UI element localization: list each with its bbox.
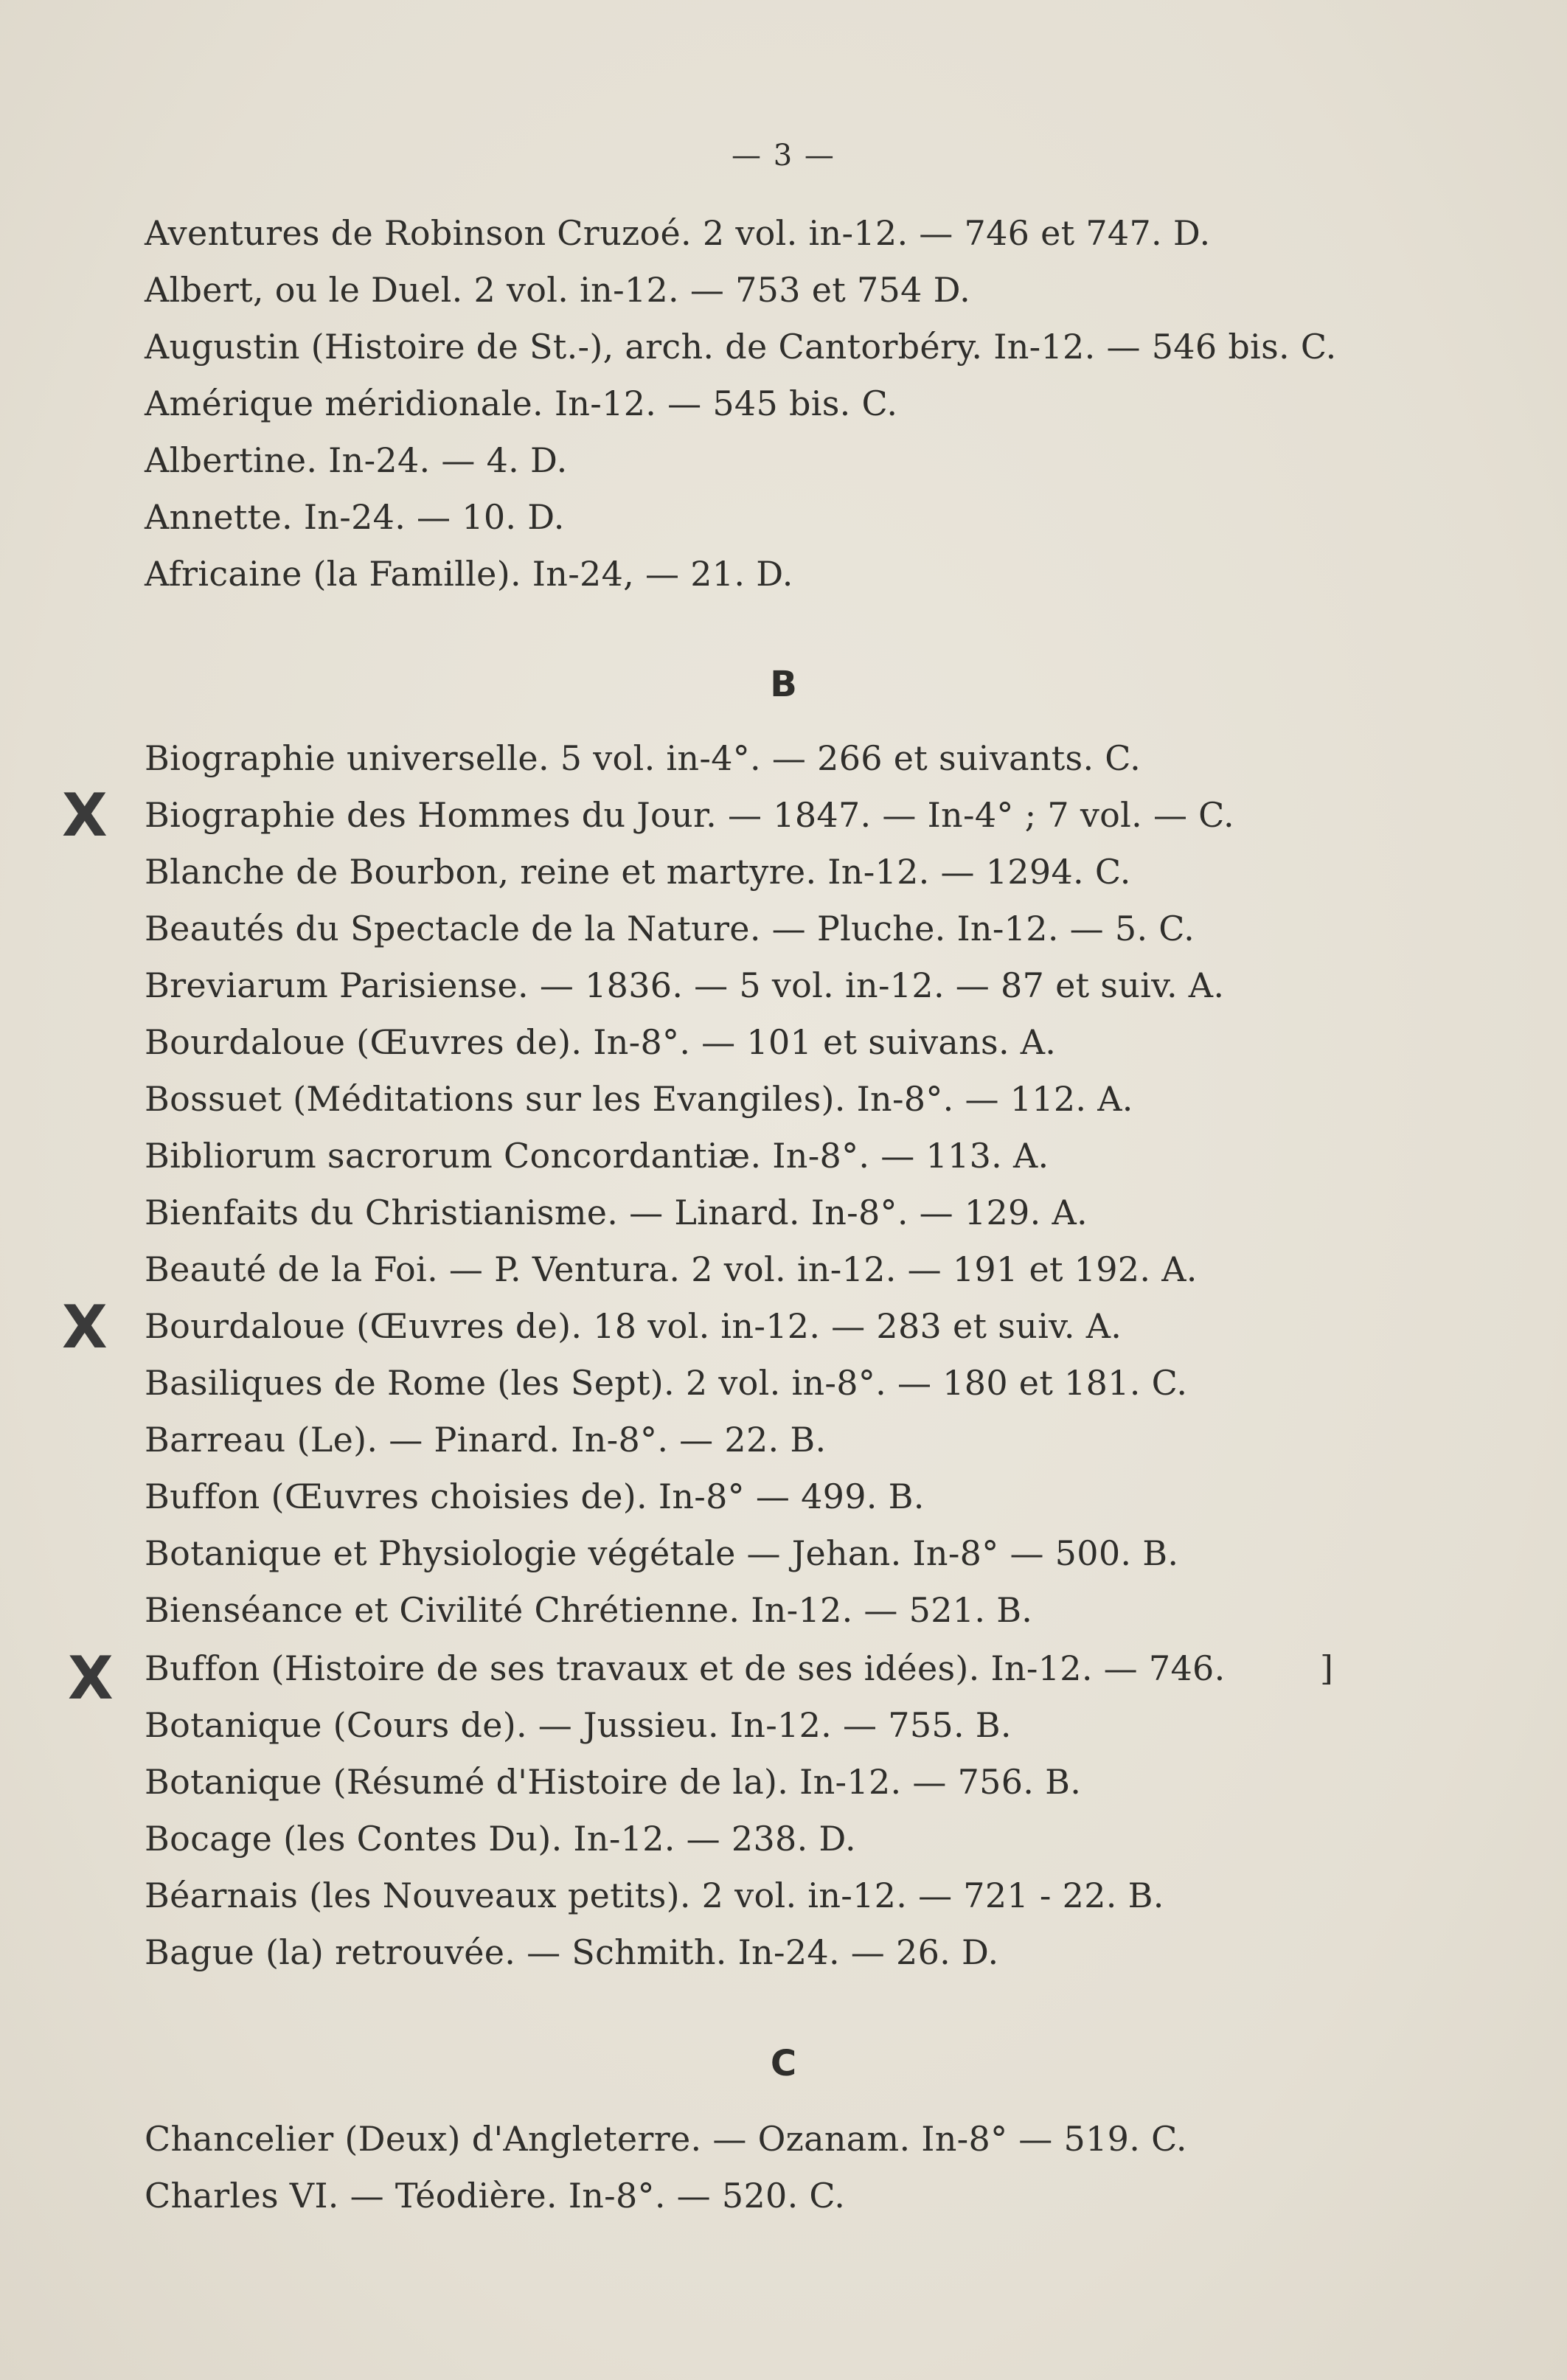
entry-robinson: Aventures de Robinson Cruzoé. 2 vol. in-12. — 746 et 747. D. [145,213,1211,253]
entry-augustin: Augustin (Histoire de St.-), arch. de Cantorbéry. In-12. — 546 bis. C. [145,327,1337,367]
entry-beaute-foi: Beauté de la Foi. — P. Ventura. 2 vol. in-12. — 191 et 192. A. [145,1249,1198,1289]
entry-bourdaloue-8: Bourdaloue (Œuvres de). In-8°. — 101 et suivans. A. [145,1022,1057,1062]
entry-bocage: Bocage (les Contes Du). In-12. — 238. D. [145,1819,856,1859]
entry-botanique-cours: Botanique (Cours de). — Jussieu. In-12. — 755. B. [145,1705,1012,1745]
entry-botanique-physiologie: Botanique et Physiologie végétale — Jehan. In-8° — 500. B. [145,1533,1179,1573]
entry-bienfaits: Bienfaits du Christianisme. — Linard. In-8°. — 129. A. [145,1193,1088,1232]
entry-bague: Bague (la) retrouvée. — Schmith. In-24. — 26. D. [145,1932,999,1972]
edge-fragment: ] [1320,1648,1333,1688]
entry-albertine: Albertine. In-24. — 4. D. [145,440,568,480]
entry-biographie-universelle: Biographie universelle. 5 vol. in-4°. — 266 et suivants. C. [145,738,1142,778]
entry-buffon-oeuvres: Buffon (Œuvres choisies de). In-8° — 499. B. [145,1477,925,1516]
entry-botanique-resume: Botanique (Résumé d'Histoire de la). In-12. — 756. B. [145,1762,1082,1802]
entry-africaine: Africaine (la Famille). In-24, — 21. D. [145,554,793,594]
entry-basiliques: Basiliques de Rome (les Sept). 2 vol. in-8°. — 180 et 181. C. [145,1363,1188,1403]
entry-bourdaloue-12: Bourdaloue (Œuvres de). 18 vol. in-12. — 283 et suiv. A. [145,1306,1122,1346]
section-heading-c: C [770,2043,797,2084]
entry-bossuet: Bossuet (Méditations sur les Evangiles). In-8°. — 112. A. [145,1079,1133,1119]
margin-x-mark: X [62,781,108,850]
entry-buffon-histoire: Buffon (Histoire de ses travaux et de ses idées). In-12. — 746. [145,1648,1226,1688]
entry-bibliorum: Bibliorum sacrorum Concordantiæ. In-8°. — 113. A. [145,1136,1049,1176]
entry-barreau: Barreau (Le). — Pinard. In-8°. — 22. B. [145,1420,827,1460]
entry-bienseance: Bienséance et Civilité Chrétienne. In-12. — 521. B. [145,1590,1033,1630]
section-heading-b: B [770,664,797,705]
entry-annette: Annette. In-24. — 10. D. [145,497,565,537]
entry-biographie-hommes: Biographie des Hommes du Jour. — 1847. — In-4° ; 7 vol. — C. [145,795,1234,835]
entry-bearnais: Béarnais (les Nouveaux petits). 2 vol. in-12. — 721 - 22. B. [145,1876,1164,1915]
margin-x-mark: X [68,1644,114,1713]
entry-albert: Albert, ou le Duel. 2 vol. in-12. — 753 et 754 D. [145,270,971,310]
entry-chancelier: Chancelier (Deux) d'Angleterre. — Ozanam. In-8° — 519. C. [145,2119,1187,2159]
entry-amerique: Amérique méridionale. In-12. — 545 bis. C. [145,384,898,423]
margin-x-mark: X [62,1293,108,1361]
entry-blanche: Blanche de Bourbon, reine et martyre. In-12. — 1294. C. [145,852,1131,892]
entry-beautes: Beautés du Spectacle de la Nature. — Pluche. In-12. — 5. C. [145,909,1195,948]
page-number: — 3 — [732,139,835,173]
entry-charles: Charles VI. — Téodière. In-8°. — 520. C. [145,2176,846,2216]
entry-breviarum: Breviarum Parisiense. — 1836. — 5 vol. in-12. — 87 et suiv. A. [145,965,1225,1005]
